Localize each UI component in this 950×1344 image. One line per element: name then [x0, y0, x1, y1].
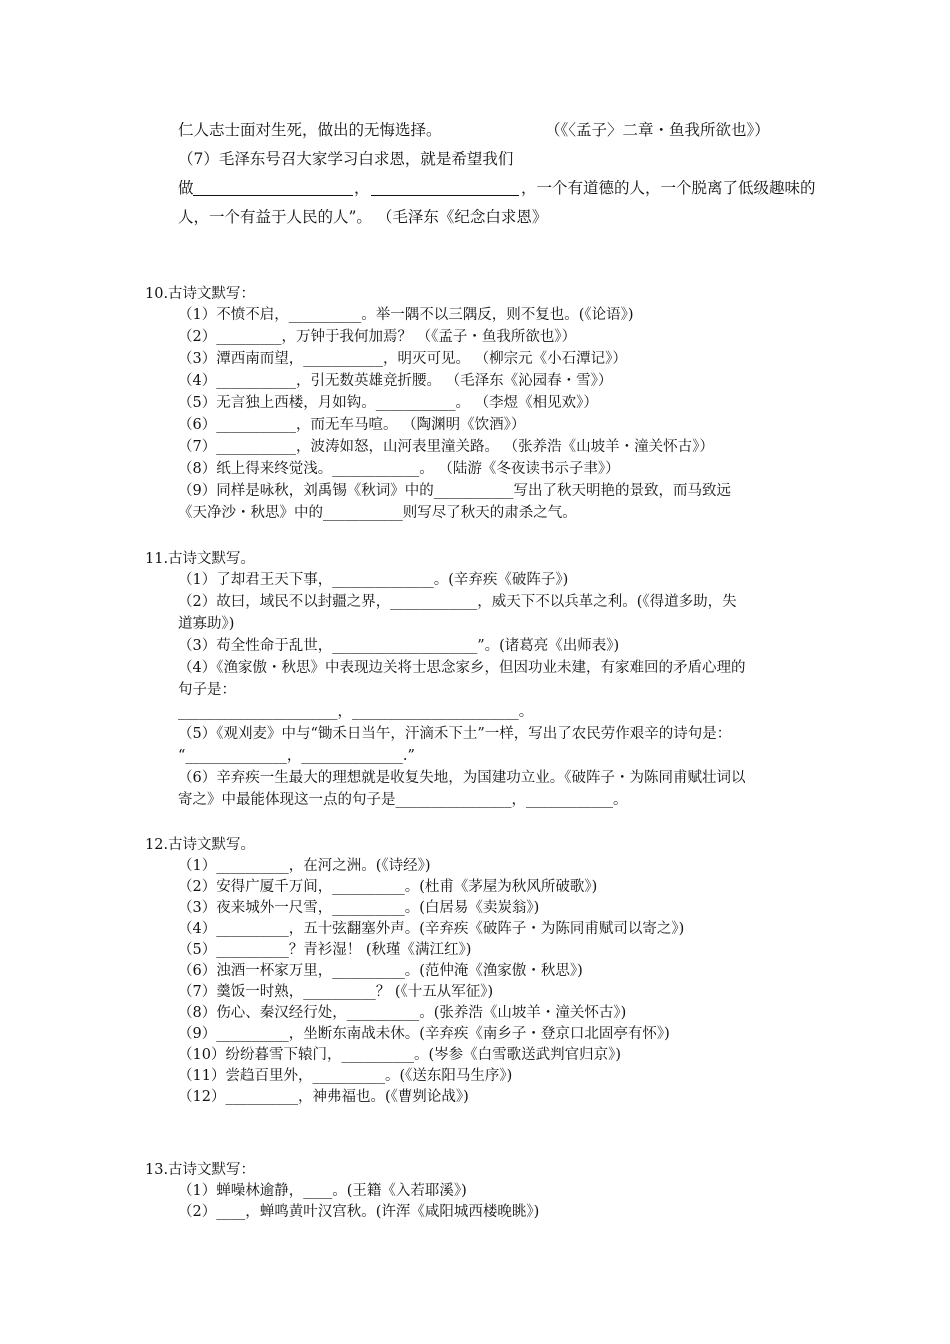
intro-text-3c: ，一个有道德的人，一个脱离了低级趣味的 — [521, 179, 816, 197]
blank-line-2 — [371, 195, 519, 196]
intro-line-1 — [0, 118, 950, 142]
blank-line-1 — [193, 195, 353, 196]
intro-text-2: （7）毛泽东号召大家学习白求恩，就是希望我们 — [178, 150, 514, 168]
intro-line-3 — [0, 176, 950, 200]
intro-text-3a: 做 — [178, 179, 194, 197]
intro-text-3b: ， — [354, 179, 370, 197]
intro-text-1a: 仁人志士面对生死，做出的无悔选择。 — [178, 121, 442, 139]
intro-text-4: 人，一个有益于人民的人”。 （毛泽东《纪念白求恩》 — [178, 208, 548, 226]
intro-source-1: （《〈孟子〉二章・鱼我所欲也》） — [545, 121, 770, 139]
